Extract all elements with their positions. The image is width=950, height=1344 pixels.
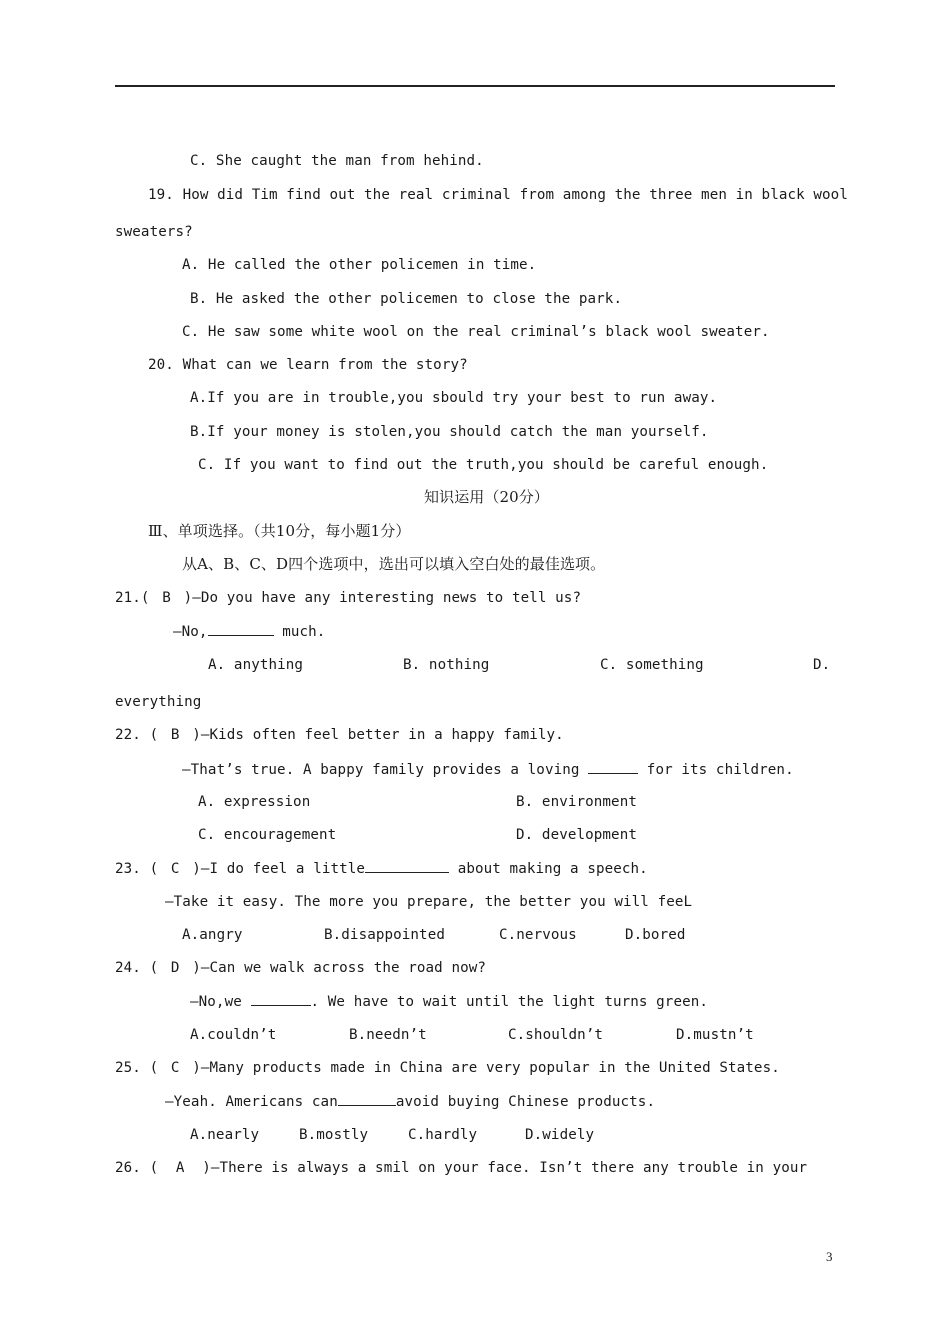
page-number: 3 bbox=[826, 1249, 833, 1264]
header-rule bbox=[115, 85, 835, 87]
q23-stem-line: 23. ( C )—I do feel a little about making a speech. bbox=[115, 861, 648, 877]
q23-reply: —Take it easy. The more you prepare, the better you will feeL bbox=[165, 894, 693, 910]
q23-option-a: A.angry bbox=[182, 927, 243, 943]
q18-option-c: C. She caught the man from hehind. bbox=[190, 153, 484, 169]
q20-option-c: C. If you want to find out the truth,you should be careful enough. bbox=[198, 457, 769, 473]
answer-blank bbox=[208, 622, 274, 636]
q24-answer: D bbox=[170, 960, 180, 976]
q20-stem: 20. What can we learn from the story? bbox=[148, 357, 468, 373]
section-title: 知识运用（20分） bbox=[424, 488, 549, 506]
q19-option-c: C. He saw some white wool on the real criminal’s black wool sweater. bbox=[182, 324, 770, 340]
q20-option-b: B.If your money is stolen,you should catch the man yourself. bbox=[190, 424, 709, 440]
q23-answer: C bbox=[170, 861, 180, 877]
q26-stem-line bbox=[115, 1159, 807, 1177]
q22-answer: B bbox=[170, 727, 180, 743]
answer-blank bbox=[588, 760, 638, 774]
answer-blank bbox=[365, 859, 449, 873]
q25-stem: )—Many products made in China are very popular in the United States. bbox=[192, 1060, 780, 1076]
q21-answer: B bbox=[162, 590, 171, 606]
q22-reply: —That’s true. A bappy family provides a loving for its children. bbox=[182, 762, 794, 778]
q23-number: 23. ( bbox=[115, 861, 159, 877]
q21-reply: —No, much. bbox=[173, 624, 326, 640]
q24-option-d: D.mustn’t bbox=[676, 1027, 754, 1043]
q23-option-c: C.nervous bbox=[499, 927, 577, 943]
q21-option-d-text: everything bbox=[115, 694, 202, 710]
q24-number: 24. ( bbox=[115, 960, 159, 976]
q20-option-a: A.If you are in trouble,you sbould try your best to run away. bbox=[190, 390, 718, 406]
q24-option-b: B.needn’t bbox=[349, 1027, 427, 1043]
q25-number: 25. ( bbox=[115, 1060, 159, 1076]
q21-number: 21.( bbox=[115, 590, 150, 606]
q22-option-b: B. environment bbox=[516, 794, 637, 810]
q24-stem-line bbox=[115, 959, 486, 977]
q24-option-c: C.shouldn’t bbox=[508, 1027, 604, 1043]
q25-option-d: D.widely bbox=[525, 1127, 595, 1143]
q21-option-b: B. nothing bbox=[403, 657, 490, 673]
part-heading: Ⅲ、单项选择。（共10分，每小题1分） bbox=[148, 522, 411, 540]
q25-option-a: A.nearly bbox=[190, 1127, 260, 1143]
q23-option-d: D.bored bbox=[625, 927, 686, 943]
q21-stem: )—Do you have any interesting news to tell us? bbox=[183, 590, 582, 606]
q23-option-b: B.disappointed bbox=[324, 927, 445, 943]
q21-stem-line bbox=[115, 589, 581, 607]
q21-option-d: D. bbox=[813, 657, 831, 673]
q22-option-c: C. encouragement bbox=[198, 827, 337, 843]
q24-option-a: A.couldn’t bbox=[190, 1027, 277, 1043]
q22-number: 22. ( bbox=[115, 727, 159, 743]
q22-option-a: A. expression bbox=[198, 794, 311, 810]
q22-option-d: D. development bbox=[516, 827, 637, 843]
q26-number: 26. ( bbox=[115, 1160, 159, 1176]
q25-stem-line bbox=[115, 1059, 780, 1077]
q21-option-a: A. anything bbox=[208, 657, 304, 673]
q19-option-b: B. He asked the other policemen to close the park. bbox=[190, 291, 623, 307]
q22-stem-line bbox=[115, 726, 564, 744]
q25-reply: —Yeah. Americans can avoid buying Chinese products. bbox=[165, 1094, 656, 1110]
q21-option-c: C. something bbox=[600, 657, 704, 673]
answer-blank bbox=[338, 1092, 396, 1106]
part-instruction: 从A、B、C、D四个选项中，选出可以填入空白处的最佳选项。 bbox=[182, 555, 606, 573]
q19-stem: 19. How did Tim find out the real criminal from among the three men in black wool bbox=[148, 187, 848, 203]
q25-answer: C bbox=[170, 1060, 180, 1076]
q24-stem: )—Can we walk across the road now? bbox=[192, 960, 487, 976]
q24-reply: —No,we . We have to wait until the light turns green. bbox=[190, 994, 709, 1010]
q19-option-a: A. He called the other policemen in time. bbox=[182, 257, 537, 273]
answer-blank bbox=[251, 992, 311, 1006]
q25-option-b: B.mostly bbox=[299, 1127, 369, 1143]
q19-stem-continued: sweaters? bbox=[115, 224, 193, 240]
q25-option-c: C.hardly bbox=[408, 1127, 478, 1143]
q26-answer: A bbox=[175, 1160, 185, 1176]
q26-stem: )—There is always a smil on your face. Isn’t there any trouble in your bbox=[202, 1160, 808, 1176]
q22-stem: )—Kids often feel better in a happy family. bbox=[192, 727, 564, 743]
